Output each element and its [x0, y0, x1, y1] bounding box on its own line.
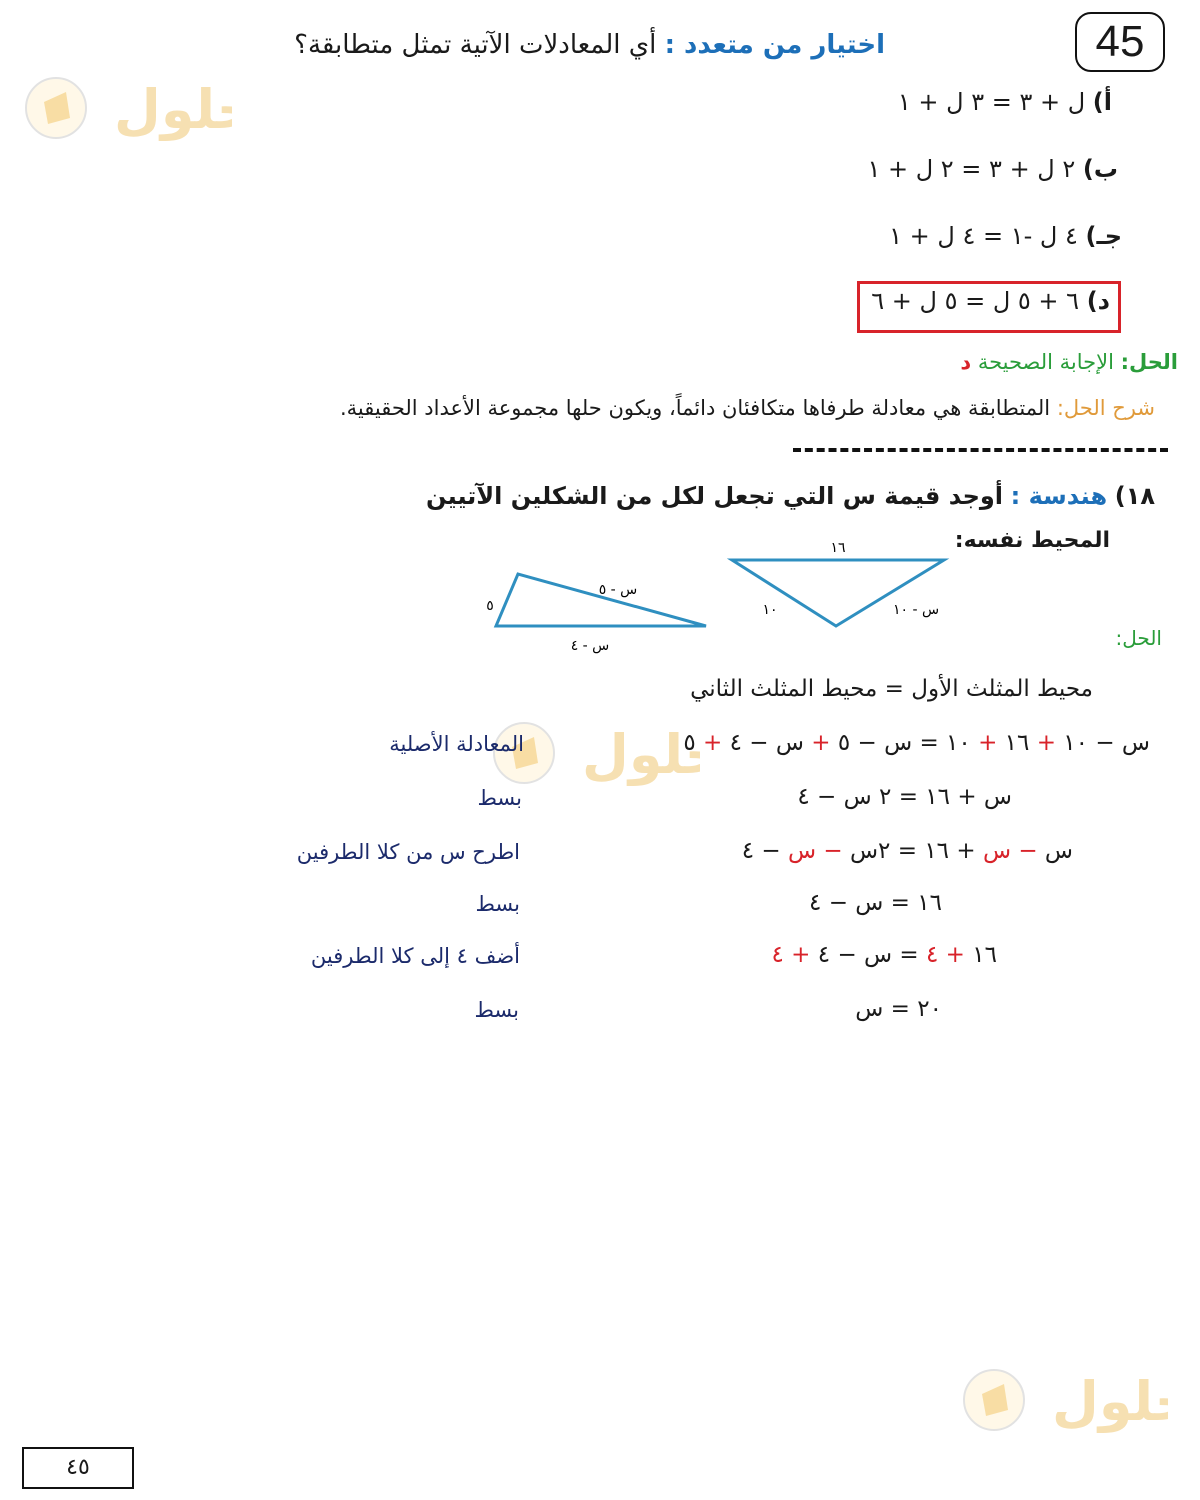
equation-step-6 — [855, 996, 942, 1022]
eq-part-red: − س — [982, 838, 1038, 864]
solution-label-18: الحل: — [1115, 626, 1162, 650]
watermark-text: لول — [1052, 1370, 1155, 1433]
eq-part-red: + — [1036, 730, 1056, 756]
eq-part: ١٠ = س − ٥ — [830, 730, 979, 756]
option-a — [898, 88, 1112, 116]
step-note-2: بسط — [477, 786, 522, 810]
logo-icon — [22, 62, 232, 148]
footer-page-number: ٤٥ — [22, 1447, 134, 1489]
eq-part: + — [957, 784, 977, 810]
eq-part-red: − س — [787, 838, 843, 864]
step-note-3: اطرح س من كلا الطرفين — [296, 840, 520, 864]
equation-step-3 — [742, 838, 1073, 864]
eq-part-red: + — [811, 730, 831, 756]
solution-line — [960, 350, 1178, 374]
question-prompt: أوجد قيمة س التي تجعل لكل من الشكلين الآتيين — [426, 482, 1004, 510]
solution-text: الإجابة الصحيحة — [977, 350, 1114, 374]
eq-part-red: + — [702, 730, 723, 756]
equation-step-1 — [683, 730, 1150, 756]
triangle-second-bottom-label: س - ٤ — [570, 638, 610, 654]
eq-part-red: + ٤ — [926, 942, 965, 968]
option-text: ٦ + ٥ ل = ٥ ل + ٦ — [871, 287, 1080, 315]
triangle-first-right-label: س - ١٠ — [892, 602, 940, 618]
triangle-first-top-label: ١٦ — [830, 540, 846, 556]
solution-answer: د — [960, 350, 972, 374]
eq-part: ١٦ = ٢ س − ٤ — [797, 784, 958, 810]
triangle-second-figure — [480, 560, 720, 660]
equation-step-4 — [809, 890, 942, 916]
triangle-second-left-label: ٥ — [486, 598, 494, 614]
eq-part: = س − ٤ — [810, 942, 927, 968]
solution-label: الحل: — [1120, 350, 1178, 374]
equation-step-2 — [797, 784, 1012, 810]
question-text: أي المعادلات الآتية تمثل متطابقة؟ — [294, 30, 657, 60]
perimeter-statement: محيط المثلث الأول = محيط المثلث الثاني — [690, 676, 1093, 702]
watermark-text: لول — [114, 78, 217, 141]
triangle-first-left-label: ١٠ — [762, 602, 778, 618]
watermark-logo-bottom — [958, 1352, 1168, 1438]
option-letter: جـ) — [1085, 222, 1122, 250]
option-letter: د) — [1086, 287, 1110, 315]
option-text: ل + ٣ = ٣ ل + ١ — [897, 88, 1086, 116]
question-number: ١٨) — [1114, 482, 1155, 510]
eq-part: س − ٤ — [722, 730, 812, 756]
triangle-first-figure — [720, 530, 960, 640]
option-c — [889, 222, 1122, 250]
question-18-line — [426, 482, 1155, 510]
eq-part: ٢٠ = س — [855, 996, 942, 1022]
option-d — [871, 287, 1110, 315]
eq-part: ٥ — [683, 730, 703, 756]
eq-part: − ٤ — [741, 838, 788, 864]
question-17-line — [294, 30, 885, 60]
question-tag: اختيار من متعدد : — [664, 30, 885, 60]
question-tag: هندسة : — [1010, 482, 1108, 510]
watermark-logo-top — [22, 62, 232, 148]
explanation-text: المتطابقة هي معادلة طرفاها متكافئان دائماً، ويكون حلها مجموعة الأعداد الحقيقية. — [339, 396, 1051, 420]
eq-part-red: + — [978, 730, 998, 756]
watermark-text: لول — [582, 723, 685, 786]
page-number-badge: 45 — [1075, 12, 1165, 72]
eq-part: س — [1037, 838, 1073, 864]
step-note-4: بسط — [475, 892, 520, 916]
eq-part: ١٦ — [997, 730, 1037, 756]
explanation-line — [340, 396, 1155, 420]
option-text: ٤ ل -١ = ٤ ل + ١ — [889, 222, 1078, 250]
option-letter: أ) — [1092, 88, 1112, 116]
eq-part: + ١٦ = ٢س — [842, 838, 983, 864]
eq-part: ١٦ — [964, 942, 997, 968]
option-b — [867, 155, 1118, 183]
option-letter: ب) — [1082, 155, 1118, 183]
step-note-1: المعادلة الأصلية — [389, 732, 524, 756]
question-prompt-2: المحيط نفسه: — [954, 528, 1110, 553]
logo-icon — [958, 1352, 1168, 1438]
equation-step-5 — [772, 942, 997, 968]
eq-part: س − ١٠ — [1055, 730, 1150, 756]
eq-part: ١٦ = س − ٤ — [809, 890, 942, 916]
eq-part-red: + ٤ — [771, 942, 811, 968]
step-note-6: بسط — [474, 998, 519, 1022]
step-note-5: أضف ٤ إلى كلا الطرفين — [310, 944, 520, 968]
triangle-second-top-label: س - ٥ — [598, 582, 638, 598]
explanation-label: شرح الحل: — [1056, 396, 1155, 420]
section-divider — [793, 448, 1168, 452]
option-text: ٢ ل + ٣ = ٢ ل + ١ — [867, 155, 1076, 183]
eq-part: س — [976, 784, 1012, 810]
